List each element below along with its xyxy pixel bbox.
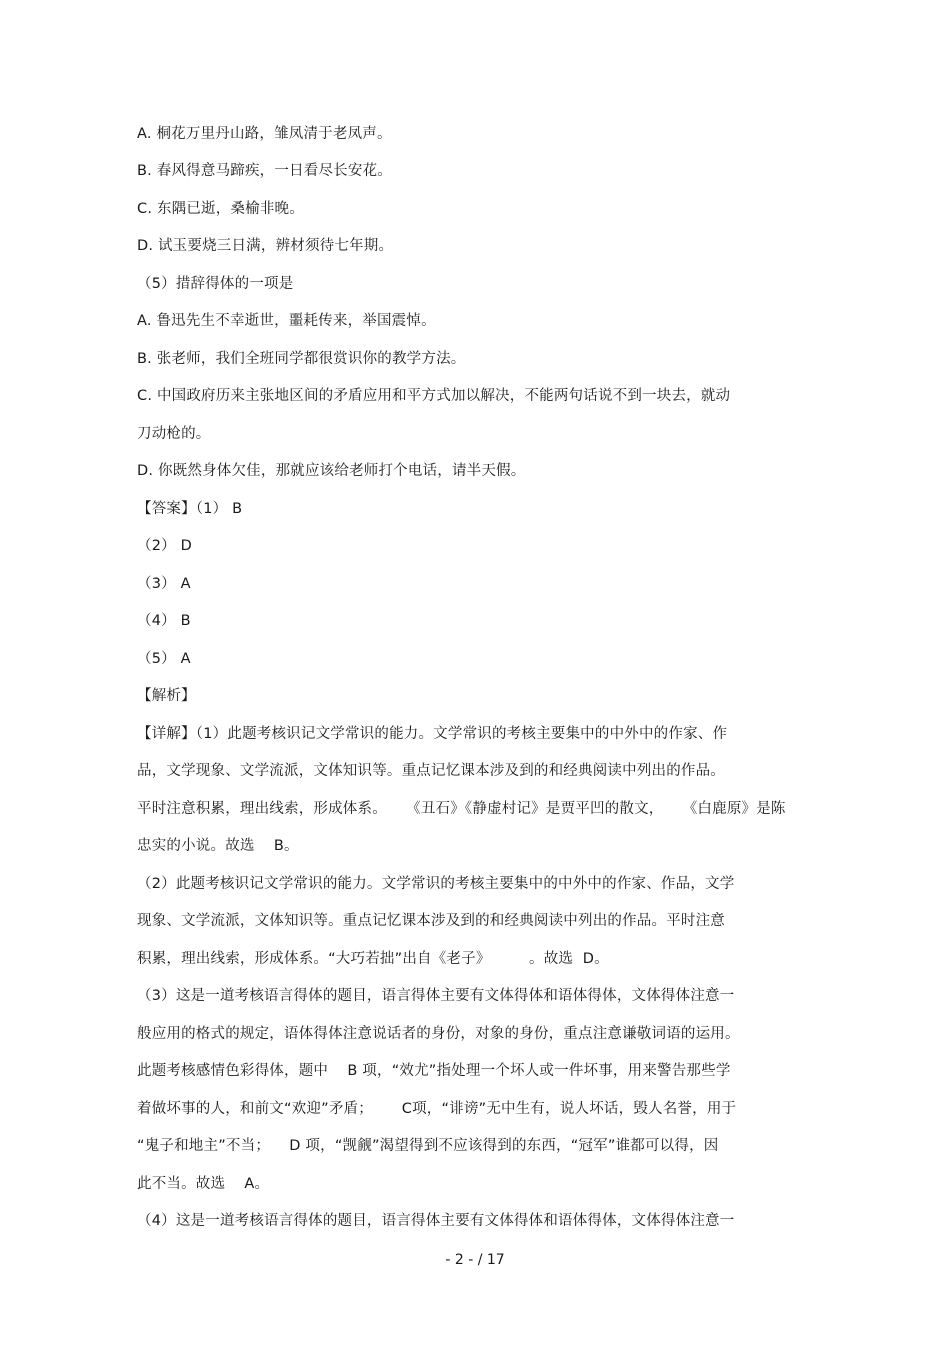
text-line: C. 中国政府历来主张地区间的矛盾应用和平方式加以解决，不能两句话说不到一块去，就动 [137, 388, 731, 404]
text-line: 此题考核感情色彩得体，题中 B 项，“效尤”指处理一个坏人或一件坏事，用来警告那些学 [137, 1063, 731, 1079]
text-line: （2）此题考核识记文学常识的能力。文学常识的考核主要集中的中外中的作家、作品，文学 [137, 876, 735, 892]
text-line: 【解析】 [137, 688, 196, 704]
text-line: D. 你既然身体欠佳，那就应该给老师打个电话，请半天假。 [137, 463, 526, 479]
text-line: A. 鲁迅先生不幸逝世，噩耗传来，举国震悼。 [137, 313, 436, 329]
text-line: 现象、文学流派，文体知识等。重点记忆课本涉及到的和经典阅读中列出的作品。平时注意 [137, 913, 725, 929]
text-line: “鬼子和地主”不当； D 项，“觊觎”渴望得到不应该得到的东西，“冠军”谁都可以得，因 [137, 1138, 719, 1154]
text-line: 【答案】（1） B [137, 501, 243, 517]
text-line: （4）这是一道考核语言得体的题目，语言得体主要有文体得体和语体得体，文体得体注意一 [137, 1213, 735, 1229]
text-line: A. 桐花万里丹山路，雏凤清于老凤声。 [137, 126, 392, 142]
text-line: 般应用的格式的规定，语体得体注意说话者的身份，对象的身份，重点注意谦敬词语的运用。 [137, 1026, 740, 1042]
text-line: B. 春风得意马蹄疾，一日看尽长安花。 [137, 163, 392, 179]
text-line: 平时注意积累，理出线索，形成体系。 《丑石》《静虚村记》是贾平凹的散文， 《白鹿原》是陈 [137, 801, 786, 817]
text-line: D. 试玉要烧三日满，辨材须待七年期。 [137, 238, 394, 254]
text-line: 此不当。故选 A。 [137, 1176, 270, 1192]
text-line: 品，文学现象、文学流派，文体知识等。重点记忆课本涉及到的和经典阅读中列出的作品。 [137, 763, 725, 779]
text-line: 刀动枪的。 [137, 426, 211, 442]
text-line: （5） A [137, 651, 191, 667]
text-line: （4） B [137, 613, 191, 629]
text-line: 着做坏事的人，和前文“欢迎”矛盾； C项，“诽谤”无中生有，说人坏话，毁人名誉，用于 [137, 1101, 737, 1117]
text-line: 积累，理出线索，形成体系。“大巧若拙”出自《老子》 。故选 D。 [137, 951, 609, 967]
text-line: （5）措辞得体的一项是 [137, 276, 294, 292]
text-line: （3）这是一道考核语言得体的题目，语言得体主要有文体得体和语体得体，文体得体注意一 [137, 988, 735, 1004]
text-line: （3） A [137, 576, 191, 592]
text-line: 忠实的小说。故选 B。 [137, 838, 299, 854]
text-line: B. 张老师，我们全班同学都很赏识你的教学方法。 [137, 351, 466, 367]
page-number: - 2 - / 17 [445, 1252, 505, 1268]
text-line: （2） D [137, 538, 192, 554]
text-line: C. 东隅已逝，桑榆非晚。 [137, 201, 304, 217]
text-line: 【详解】（1）此题考核识记文学常识的能力。文学常识的考核主要集中的中外中的作家、作 [137, 726, 728, 742]
